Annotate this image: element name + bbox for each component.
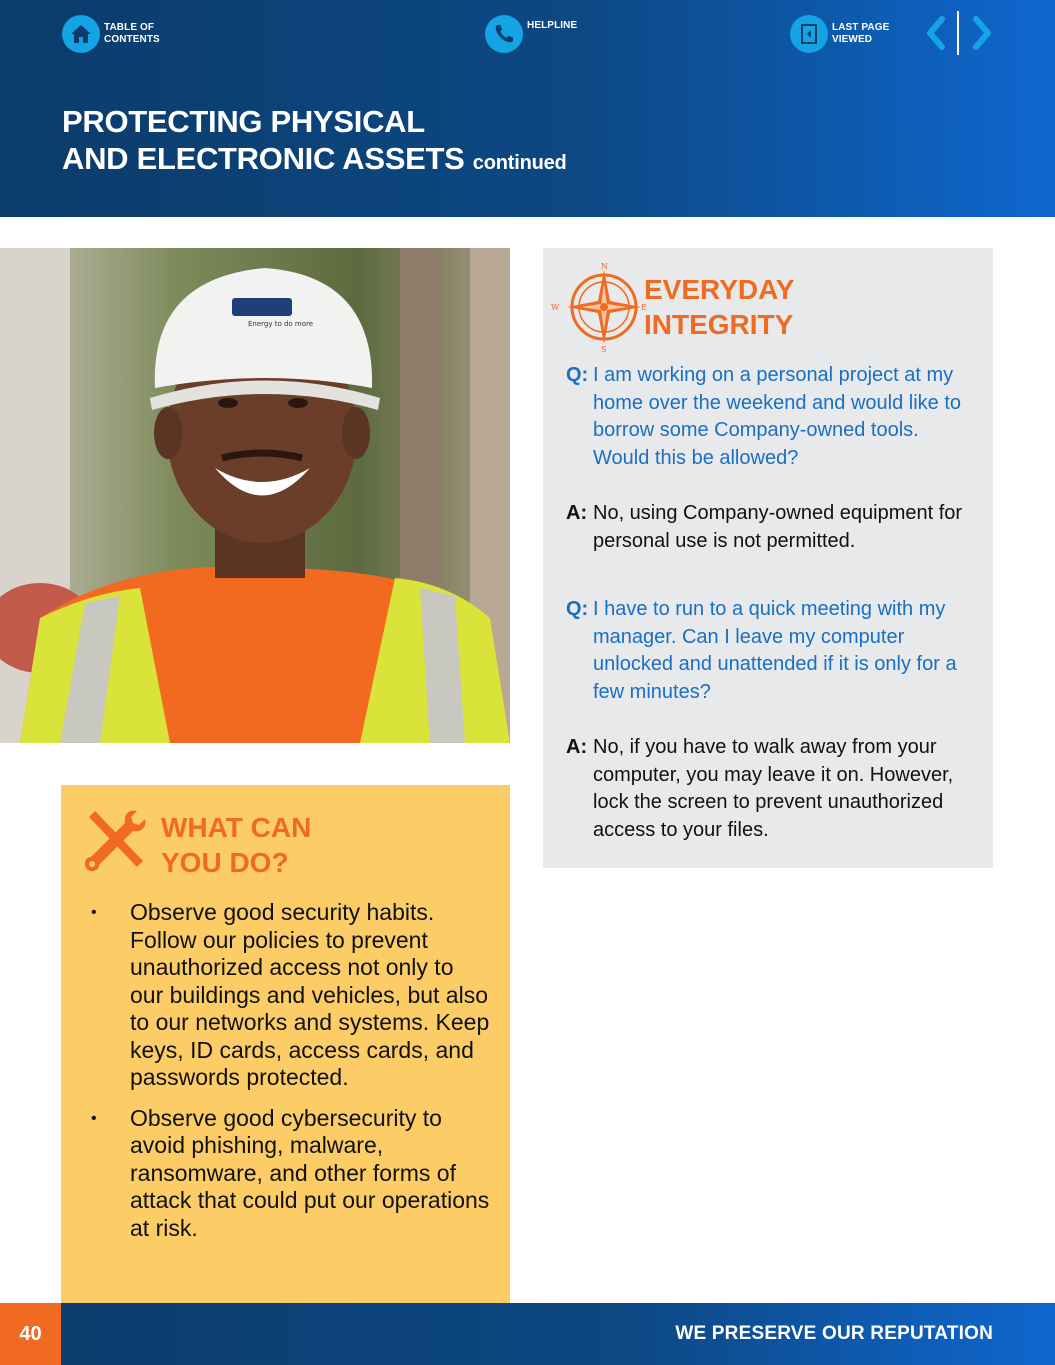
- table-of-contents-link[interactable]: [62, 15, 184, 53]
- question-label: Q:: [566, 364, 589, 386]
- what-can-you-do-heading-line-2: YOU DO?: [161, 847, 289, 878]
- helmet-text: Energy to do more: [248, 320, 314, 328]
- wrench-screwdriver-icon: [81, 807, 149, 875]
- page-header: [0, 0, 1055, 217]
- list-item-text: Observe good cybersecurity to avoid phishing, malware, ransomware, and other forms of attack that could put our operations at risk.: [130, 1104, 490, 1241]
- chevron-left-icon[interactable]: [920, 15, 950, 51]
- everyday-integrity-box: [543, 248, 993, 868]
- question-2: [566, 596, 976, 706]
- answer-1: [566, 500, 976, 555]
- what-can-you-do-box: [61, 785, 510, 1305]
- section-title: WE PRESERVE OUR REPUTATION: [675, 1323, 993, 1344]
- list-item: [91, 899, 491, 1092]
- page-title-line-2-text: AND ELECTRONIC ASSETS: [62, 141, 465, 176]
- bullet-marker: •: [91, 1109, 97, 1127]
- compass-n-label: N: [601, 262, 608, 271]
- page-footer: [0, 1303, 1055, 1365]
- everyday-integrity-heading-line-1: EVERYDAY: [644, 274, 795, 305]
- page-title-line-1: PROTECTING PHYSICAL: [62, 104, 425, 139]
- table-of-contents-label: TABLE OF CONTENTS: [104, 22, 160, 45]
- question-text: I have to run to a quick meeting with my manager. Can I leave my computer unlocked and unattended if it is only for a few minutes?: [593, 598, 957, 703]
- what-can-you-do-heading: [161, 810, 311, 880]
- what-can-you-do-heading-line-1: WHAT CAN: [161, 812, 312, 843]
- page-number: 40: [0, 1303, 61, 1365]
- list-item-text: Observe good security habits. Follow our policies to prevent unauthorized access not only to our buildings and vehicles, but also to our networks and systems. Keep keys, ID cards, access cards, and passwords protected.: [130, 899, 490, 1090]
- last-page-viewed-label: LAST PAGE VIEWED: [832, 22, 890, 45]
- page-title-line-2: [62, 140, 567, 182]
- chevron-right-icon[interactable]: [968, 15, 998, 51]
- list-item: [91, 1105, 491, 1243]
- nav-divider: [957, 11, 959, 55]
- phone-icon: [485, 15, 523, 53]
- answer-label: A:: [566, 736, 588, 758]
- home-icon: [62, 15, 100, 53]
- answer-text: No, if you have to walk away from your computer, you may leave it on. However, lock the screen to prevent unauthorized access to your files.: [593, 736, 954, 841]
- page-title: [62, 103, 567, 182]
- answer-2: [566, 734, 976, 844]
- compass-s-label: S: [601, 345, 607, 354]
- everyday-integrity-heading: [644, 272, 794, 342]
- question-text: I am working on a personal project at my home over the weekend and would like to borrow some Company-owned tools. Would this be allowed?: [593, 364, 962, 469]
- everyday-integrity-heading-line-2: INTEGRITY: [644, 309, 794, 340]
- last-page-icon: [790, 15, 828, 53]
- last-page-viewed-link[interactable]: [790, 15, 912, 53]
- question-label: Q:: [566, 598, 589, 620]
- helpline-link[interactable]: [485, 15, 607, 53]
- compass-w-label: W: [551, 303, 560, 312]
- compass-e-label: E: [641, 303, 647, 312]
- worker-photo: [0, 248, 510, 743]
- page-title-continued: continued: [472, 152, 567, 174]
- question-1: [566, 362, 976, 472]
- answer-label: A:: [566, 502, 588, 524]
- helpline-label: HELPLINE: [527, 20, 578, 31]
- action-list: [91, 899, 491, 1255]
- answer-text: No, using Company-owned equipment for personal use is not permitted.: [593, 502, 963, 552]
- compass-icon: [551, 260, 651, 356]
- bullet-marker: •: [91, 904, 97, 921]
